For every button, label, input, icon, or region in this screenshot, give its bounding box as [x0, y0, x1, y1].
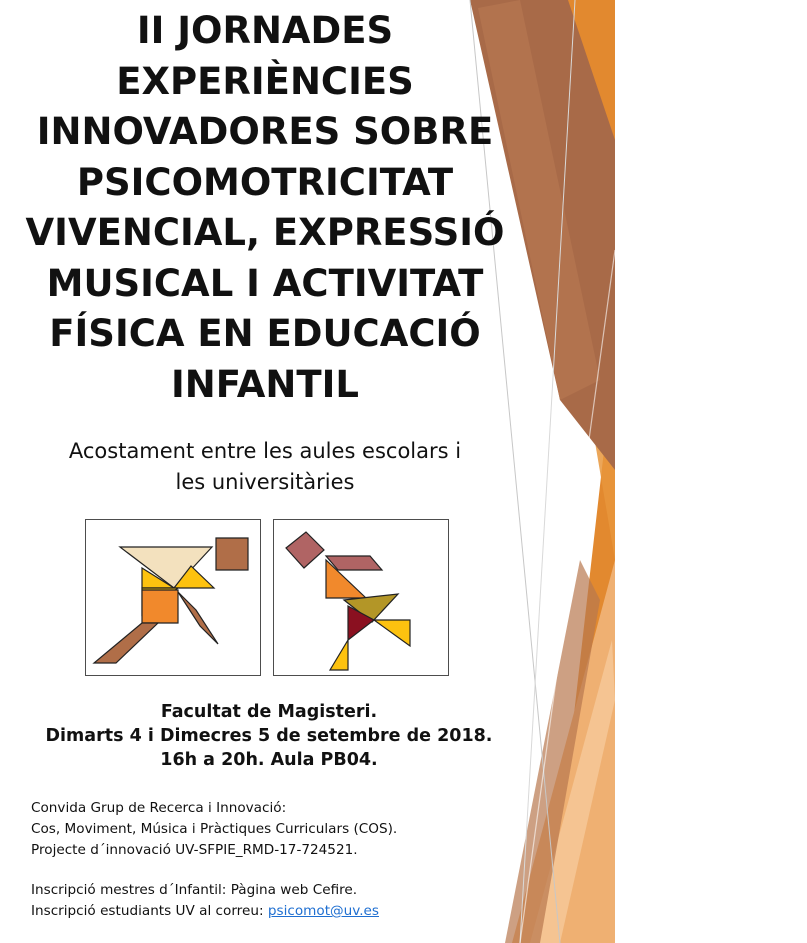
tangram-dancer-illustration	[274, 520, 450, 677]
spacer	[31, 861, 591, 880]
subtitle	[10, 436, 520, 498]
subtitle-line: les universitàries	[175, 470, 355, 494]
tangram-piece	[216, 538, 248, 570]
tangram-figure-2	[273, 519, 449, 676]
registration-students-label: Inscripció estudiants UV al correu:	[31, 903, 264, 919]
credits-block	[31, 798, 591, 922]
title-line: EXPERIÈNCIES	[116, 59, 414, 103]
event-time: 16h a 20h. Aula PB04.	[160, 750, 378, 770]
tangram-piece	[178, 592, 218, 644]
title-line: MUSICAL I ACTIVITAT	[46, 261, 484, 305]
event-details	[0, 700, 538, 772]
tangram-piece	[142, 590, 178, 623]
tangram-piece	[374, 620, 410, 646]
title-line: VIVENCIAL, EXPRESSIÓ	[25, 211, 505, 254]
title-line: II JORNADES	[136, 9, 394, 52]
tangram-figure-1	[85, 519, 261, 676]
event-dates: Dimarts 4 i Dimecres 5 de setembre de 2018.	[45, 726, 493, 746]
title-line: PSICOMOTRICITAT	[76, 160, 454, 204]
tangram-runner-illustration	[86, 520, 262, 677]
tangram-piece	[330, 640, 348, 670]
title-line: FÍSICA EN EDUCACIÓ	[49, 312, 481, 355]
registration-students	[31, 901, 591, 922]
page-title	[0, 6, 530, 410]
tangram-piece	[286, 532, 324, 568]
credits-line: Projecte d´innovació UV-SFPIE_RMD-17-724521.	[31, 842, 358, 858]
registration-teachers: Inscripció mestres d´Infantil: Pàgina web Cefire.	[31, 882, 358, 898]
credits-line: Convida Grup de Recerca i Innovació:	[31, 800, 287, 816]
tangram-piece	[94, 623, 158, 663]
email-link[interactable]: psicomot@uv.es	[267, 903, 379, 919]
title-line: INNOVADORES SOBRE	[36, 110, 494, 153]
title-line: INFANTIL	[171, 362, 359, 406]
credits-line: Cos, Moviment, Música i Pràctiques Curriculars (COS).	[31, 821, 398, 837]
subtitle-line: Acostament entre les aules escolars i	[68, 439, 462, 463]
event-place: Facultat de Magisteri.	[160, 702, 378, 722]
